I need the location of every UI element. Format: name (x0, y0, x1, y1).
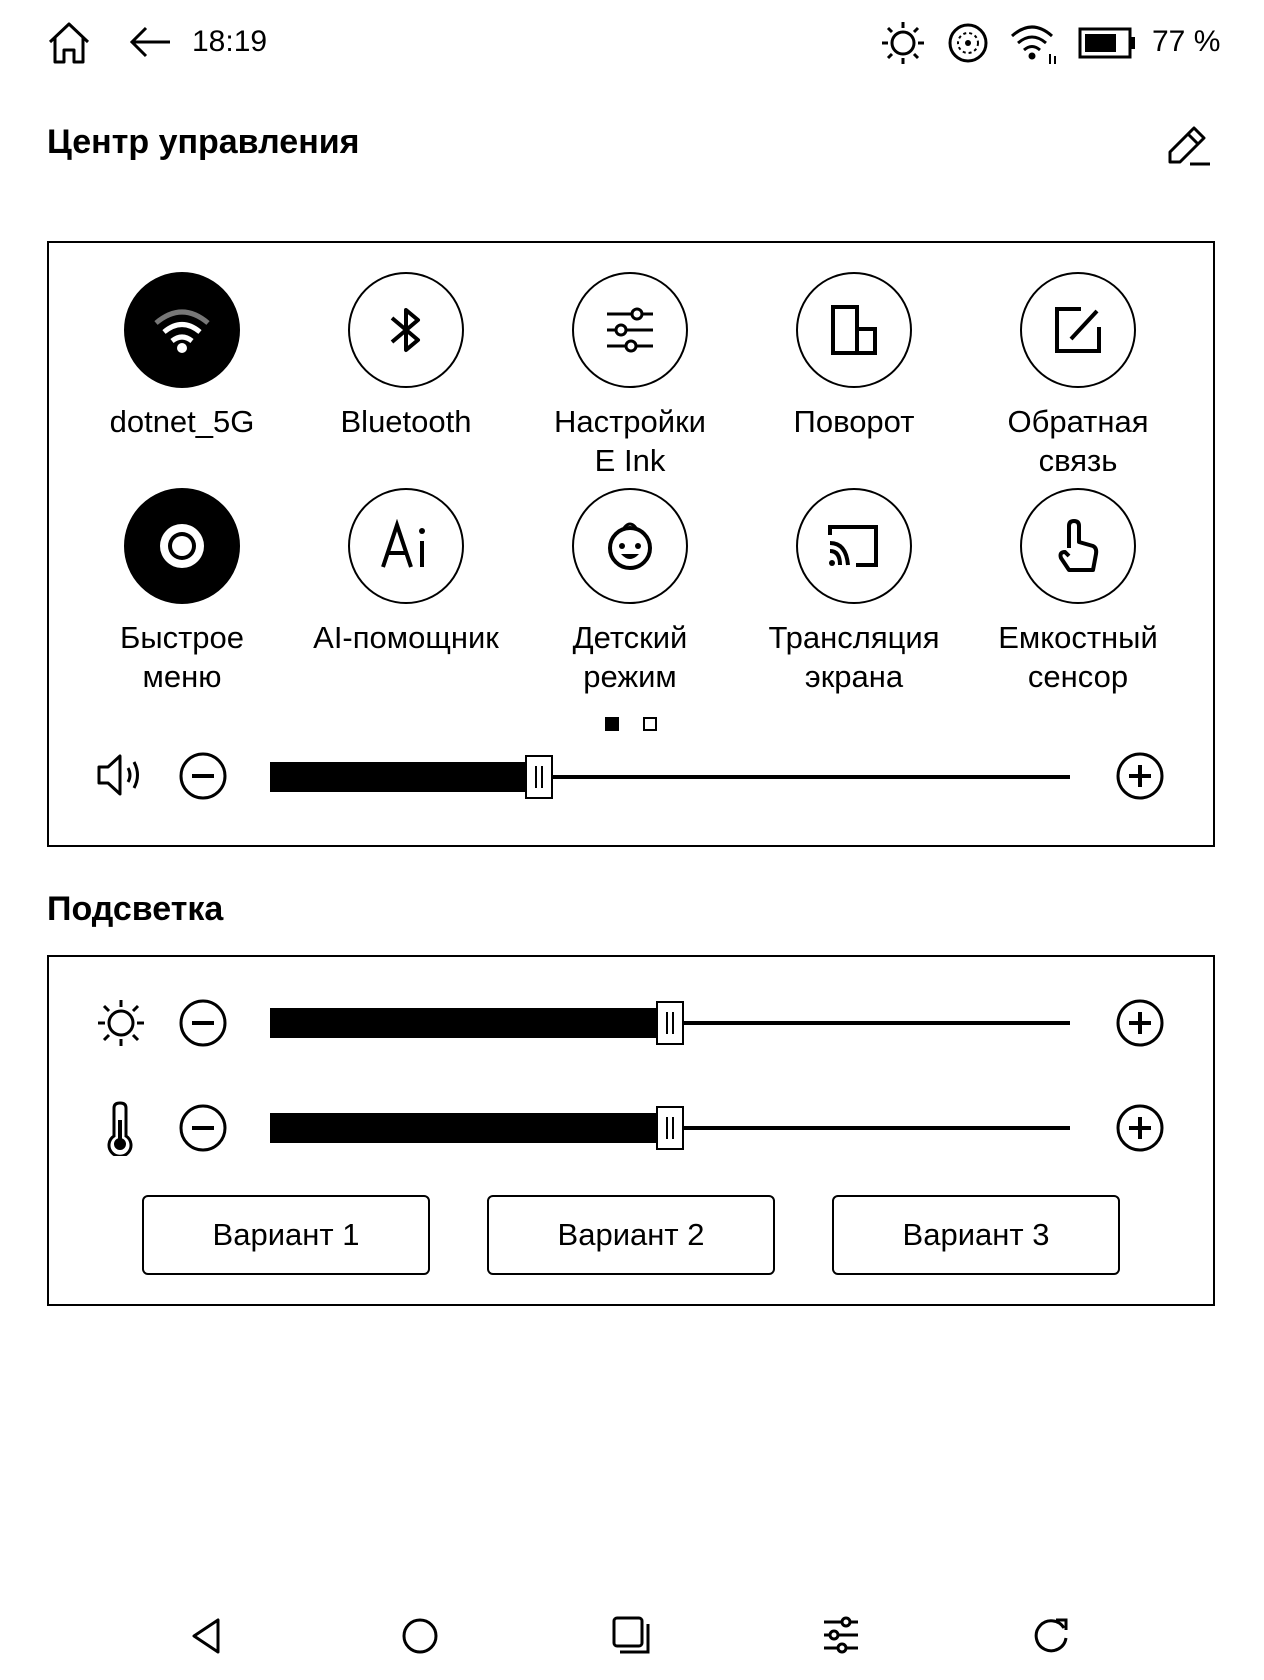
tile-screen-cast[interactable] (742, 488, 966, 696)
slider-thumb[interactable] (656, 1001, 684, 1045)
slider-thumb[interactable] (525, 755, 553, 799)
tile-label: Детский режим (572, 620, 688, 694)
page-dot-2[interactable] (643, 717, 657, 731)
slider-fill (270, 1008, 670, 1038)
tile-rotation[interactable] (742, 272, 966, 441)
warmth-decrease-button[interactable] (178, 1103, 228, 1153)
child-face-icon (572, 488, 688, 604)
warmth-slider[interactable] (270, 1103, 1070, 1153)
rotate-icon (796, 272, 912, 388)
slider-fill (270, 1113, 670, 1143)
volume-slider[interactable] (270, 752, 1070, 802)
preset-3-button[interactable]: Вариант 3 (832, 1195, 1120, 1275)
tile-quick-menu[interactable] (70, 488, 294, 696)
warmth-increase-button[interactable] (1115, 1103, 1165, 1153)
brightness-slider[interactable] (270, 998, 1070, 1048)
sun-icon (96, 998, 146, 1048)
feedback-icon (1020, 272, 1136, 388)
brightness-decrease-button[interactable] (178, 998, 228, 1048)
tile-label: Обратная связь (1007, 404, 1149, 478)
volume-decrease-button[interactable] (178, 751, 228, 801)
cast-icon (796, 488, 912, 604)
page-title: Центр управления (47, 123, 360, 161)
tile-label: Емкостный сенсор (998, 620, 1158, 694)
tile-label: Bluetooth (340, 404, 472, 439)
tile-capacitive-sensor[interactable] (966, 488, 1190, 696)
ai-icon (348, 488, 464, 604)
page-dot-1[interactable] (605, 717, 619, 731)
tile-ai-assistant[interactable] (294, 488, 518, 657)
lighting-title: Подсветка (47, 890, 224, 928)
back-arrow-icon[interactable] (126, 22, 174, 62)
slider-thumb[interactable] (656, 1106, 684, 1150)
status-time: 18:19 (192, 25, 268, 58)
tile-bluetooth[interactable] (294, 272, 518, 441)
battery-icon (1078, 26, 1138, 60)
wifi-icon (124, 272, 240, 388)
volume-increase-button[interactable] (1115, 751, 1165, 801)
slider-fill (270, 762, 539, 792)
nav-refresh-icon[interactable] (1030, 1614, 1072, 1656)
tile-label: Настройки E Ink (553, 404, 706, 478)
home-icon[interactable] (46, 20, 92, 66)
tile-label: Поворот (793, 404, 915, 439)
sliders-icon (572, 272, 688, 388)
nav-recents-icon[interactable] (610, 1614, 652, 1656)
speaker-icon (96, 752, 146, 798)
battery-percent: 77 % (1152, 25, 1221, 58)
quick-menu-icon (124, 488, 240, 604)
brightness-increase-button[interactable] (1115, 998, 1165, 1048)
nav-settings-icon[interactable] (820, 1614, 862, 1656)
tile-wifi[interactable] (70, 272, 294, 441)
brightness-icon (880, 20, 926, 66)
tile-label: Трансляция экрана (768, 620, 940, 694)
tile-kids-mode[interactable] (518, 488, 742, 696)
tile-label: Быстрое меню (119, 620, 245, 694)
tile-eink-settings[interactable] (518, 272, 742, 480)
nav-back-icon[interactable] (188, 1616, 228, 1656)
tile-label: AI-помощник (313, 620, 499, 655)
touch-hand-icon (1020, 488, 1136, 604)
bluetooth-icon (348, 272, 464, 388)
wifi-icon (1008, 20, 1060, 66)
preset-1-button[interactable]: Вариант 1 (142, 1195, 430, 1275)
tile-label: dotnet_5G (109, 404, 255, 439)
thermometer-icon (100, 1100, 140, 1156)
preset-2-button[interactable]: Вариант 2 (487, 1195, 775, 1275)
pencil-icon[interactable] (1164, 122, 1212, 168)
nav-home-icon[interactable] (400, 1616, 440, 1656)
sync-icon (945, 20, 991, 66)
tile-feedback[interactable] (966, 272, 1190, 480)
